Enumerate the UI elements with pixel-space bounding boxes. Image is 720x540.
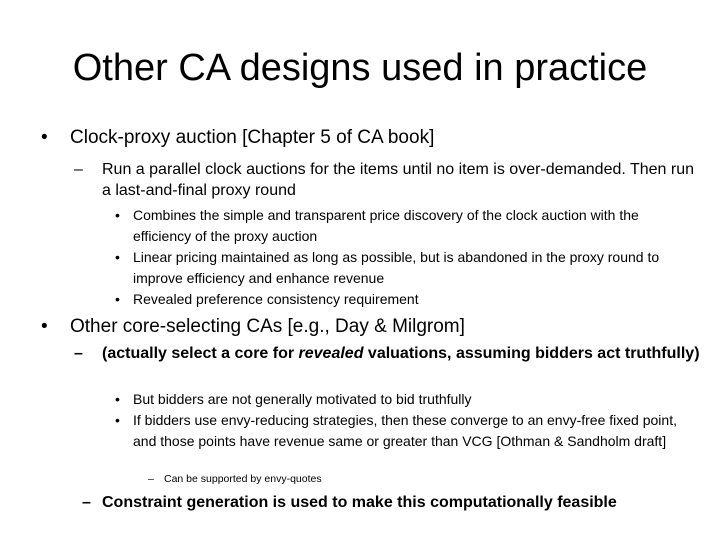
sub-bullet-revealed-valuations: [74, 343, 700, 364]
sub-bullet-text: Run a parallel clock auctions for the items until no item is over-demanded. Then run a last-and-final proxy round: [102, 161, 695, 199]
subpoint-text: Can be supported by envy-quotes: [164, 473, 322, 485]
point-text: But bidders are not generally motivated to bid truthfully: [133, 391, 472, 407]
subpoint-envy-quotes: [148, 472, 688, 486]
bullet-text: Other core-selecting CAs [e.g., Day & Milgrom]: [70, 316, 465, 337]
emphasis-revealed: revealed: [298, 345, 364, 362]
bullet-core-selecting: [41, 315, 701, 339]
bullet-marker: •: [41, 127, 48, 148]
dash-marker: –: [82, 494, 91, 511]
point-revealed-preference: [115, 289, 695, 310]
dash-marker: –: [148, 473, 154, 485]
slide-title: Other CA designs used in practice: [72, 47, 648, 89]
point-combines: [115, 205, 695, 246]
sub-bullet-parallel-clock: [74, 159, 700, 201]
dash-marker: –: [74, 345, 83, 362]
point-text: If bidders use envy-reducing strategies, then these converge to an envy-free fixed point, and those points have revenue same or greater than VCG [Othman & Sandholm draft]: [133, 412, 677, 449]
sub-bullet-text: [102, 343, 700, 364]
bullet-marker: •: [115, 412, 120, 428]
point-text: Linear pricing maintained as long as possible, but is abandoned in the proxy round to improve efficiency and enhance revenue: [133, 249, 660, 286]
bullet-marker: •: [41, 316, 48, 337]
bullet-marker: •: [115, 207, 120, 223]
sub-bullet-constraint-generation: [82, 492, 708, 513]
sub-bullet-text: Constraint generation is used to make this computationally feasible: [102, 494, 617, 511]
point-not-truthful: [115, 389, 695, 410]
bullet-clock-proxy: [41, 126, 701, 150]
bullet-marker: •: [115, 291, 120, 307]
dash-marker: –: [74, 161, 83, 178]
bullet-text: Clock-proxy auction [Chapter 5 of CA book]: [70, 127, 435, 148]
point-text: Combines the simple and transparent price discovery of the clock auction with the efficiency of the proxy auction: [133, 207, 639, 244]
point-envy-reducing: [115, 410, 695, 451]
point-linear-pricing: [115, 247, 695, 288]
text-after: valuations, assuming bidders act truthfully): [363, 345, 700, 362]
point-text: Revealed preference consistency requirement: [133, 291, 419, 307]
bullet-marker: •: [115, 249, 120, 265]
text-before: (actually select a core for: [102, 345, 299, 362]
bullet-marker: •: [115, 391, 120, 407]
